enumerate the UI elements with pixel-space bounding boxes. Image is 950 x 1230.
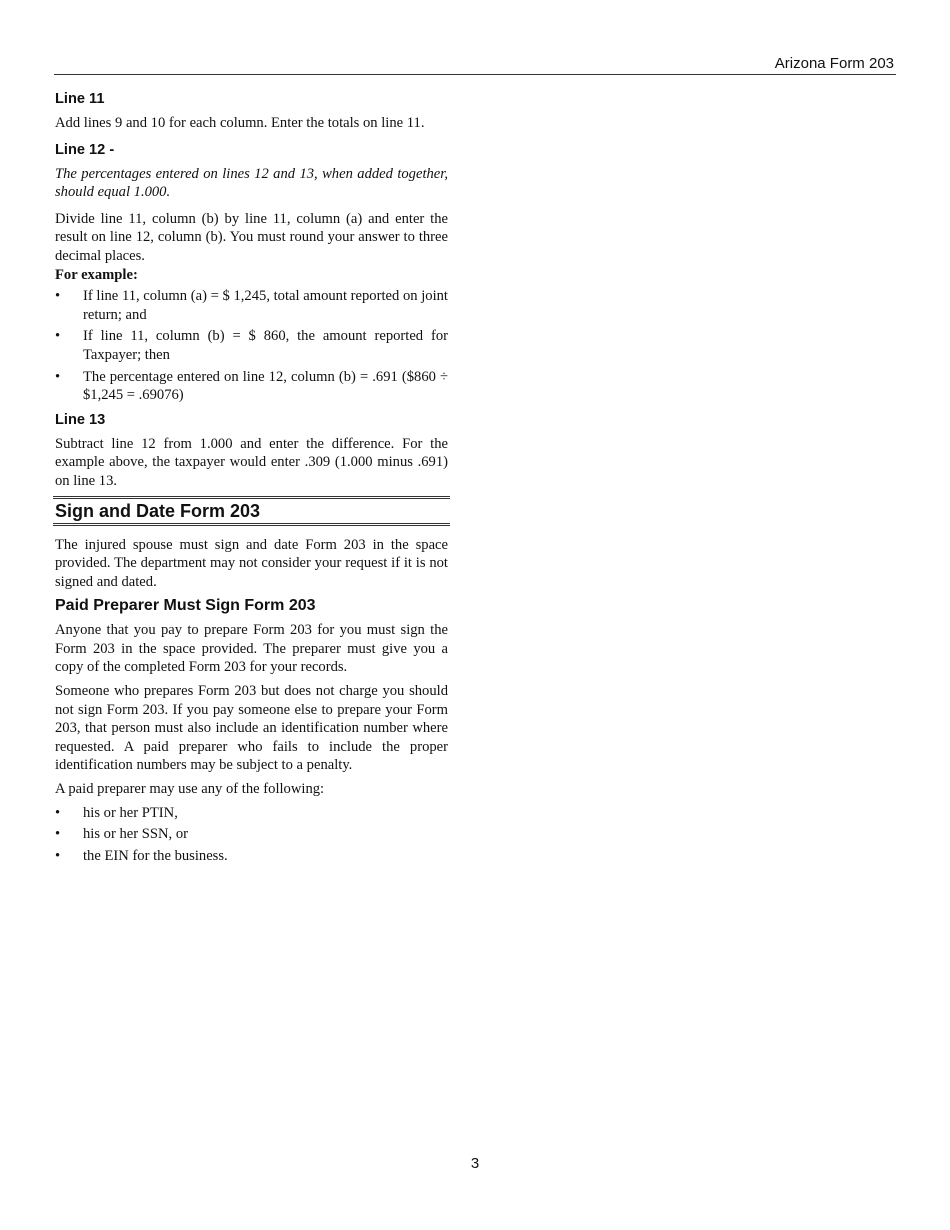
sign-section-text: The injured spouse must sign and date Form 203 in the space provided. The department may not consider your request if it is not signed and dated. [55, 536, 448, 590]
list-item-text: If line 11, column (a) = $ 1,245, total amount reported on joint return; and [83, 288, 448, 323]
preparer-para-1: Anyone that you pay to prepare Form 203 for you must sign the Form 203 in the space provided. The preparer must give you a copy of the completed Form 203 for your records. [55, 622, 448, 676]
list-item-text: The percentage entered on line 12, column (b) = .691 ($860 ÷ $1,245 = .69076) [83, 368, 448, 404]
line-12-text: Divide line 11, column (b) by line 11, column (a) and enter the result on line 12, column (b). You must round your answer to three decimal places. [55, 210, 448, 264]
list-item-text: If line 11, column (b) = $ 860, the amount reported for Taxpayer; then [83, 328, 448, 363]
sign-section-heading: Sign and Date Form 203 [55, 500, 261, 521]
list-item [55, 847, 448, 866]
bullet-icon: • [55, 288, 61, 305]
line-11-text: Add lines 9 and 10 for each column. Enter the totals on line 11. [55, 115, 425, 131]
line-12-note: The percentages entered on lines 12 and 13, when added together, should equal 1.000. [55, 165, 448, 201]
list-item [55, 327, 448, 364]
sign-section-banner [53, 496, 450, 526]
list-item [55, 368, 448, 405]
list-item-text: his or her SSN, or [83, 826, 188, 843]
example-label: For example: [55, 266, 138, 283]
example-list [55, 287, 448, 405]
preparer-para-3: A paid preparer may use any of the following: [55, 781, 325, 798]
list-item-text: the EIN for the business. [83, 847, 228, 864]
bullet-icon: • [55, 826, 61, 843]
bullet-icon: • [55, 847, 61, 864]
preparer-para-2: Someone who prepares Form 203 but does not charge you should not sign Form 203. If you pay someone else to prepare your Form 203, that person must also include an identification number where requested. A paid preparer who fails to include the proper identification numbers may be subject to a penalty. [55, 683, 448, 774]
bullet-icon: • [55, 368, 61, 385]
bullet-icon: • [55, 804, 61, 821]
line-11-heading: Line 11 [55, 91, 105, 107]
line-13-text: Subtract line 12 from 1.000 and enter the difference. For the example above, the taxpayer would enter .309 (1.000 minus .691) on line 13. [55, 435, 448, 489]
list-item-text: his or her PTIN, [83, 804, 178, 821]
line-12-heading: Line 12 - [55, 141, 115, 158]
list-item [55, 825, 448, 844]
page-header [54, 56, 896, 75]
line-13-heading: Line 13 [55, 411, 106, 428]
instructions-column [55, 90, 448, 871]
page-number: 3 [470, 1155, 480, 1172]
list-item [55, 287, 448, 324]
bullet-icon: • [55, 328, 61, 345]
form-name: Arizona Form 203 [774, 55, 894, 72]
list-item [55, 804, 448, 823]
preparer-id-list [55, 804, 448, 866]
preparer-section-heading: Paid Preparer Must Sign Form 203 [55, 597, 316, 615]
